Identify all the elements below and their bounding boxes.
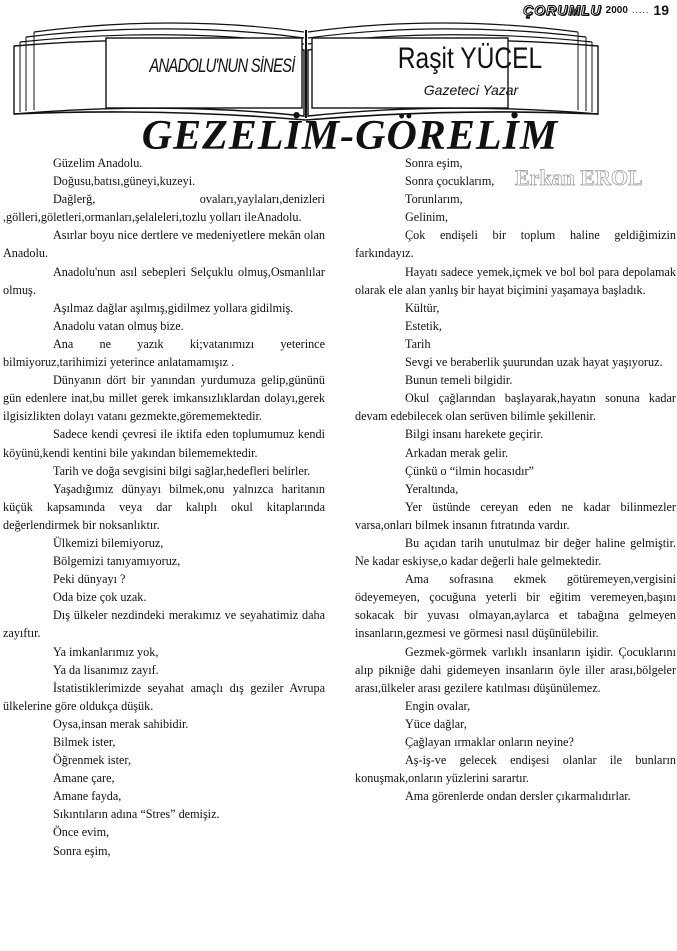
paragraph: Çok endişeli bir toplum haline geldiğimizin farkındayız.	[355, 228, 676, 261]
paragraph: Sıkıntıların adına “Stres” demişiz.	[53, 807, 220, 822]
paragraph: Kültür,	[405, 300, 440, 315]
paragraph: Ama sofrasına ekmek götüremeyen,vergisini ödeyemeyen, çocuğuna yeterli bir eğitim veremeyen,başını sokacak bir yuvası olmayan,aylarca et tabağına gelmeyen insanların,gezmesi ve görmesi nasıl düşünülebilir.	[355, 572, 676, 641]
paragraph: Anadolu'nun asıl sebepleri Selçuklu olmuş,Osmanlılar olmuş.	[3, 264, 325, 297]
paragraph: Ülkemizi bilemiyoruz,	[53, 535, 164, 550]
article-byline: Erkan EROL	[515, 165, 643, 190]
paragraph: Ya da lisanımız zayıf.	[53, 662, 159, 677]
article-headline: GEZELİM-GÖRELİM	[141, 113, 559, 159]
paragraph: Bölgemizi tanıyamıyoruz,	[53, 554, 181, 569]
paragraph: Doğusu,batısı,güneyi,kuzeyi.	[53, 174, 196, 189]
paragraph: Öğrenmek ister,	[53, 753, 132, 768]
paragraph: Gezmek-görmek varlıklı insanların işidir. Çocuklarını alıp pikniğe dahi gidemeyen insanların öyle iller arası,bölgeler arası,ülkeler arası gezilere katılması düşünülemez.	[355, 644, 676, 695]
paragraph: Ama görenlerde ondan dersler çıkarmalıdırlar.	[405, 789, 631, 804]
left-column	[3, 154, 325, 860]
paragraph: Tarih ve doğa sevgisini bilgi sağlar,hedefleri belirler.	[53, 463, 311, 478]
paragraph: Tarih	[405, 336, 431, 351]
paragraph: Oda bize çok uzak.	[53, 590, 147, 605]
paragraph: Oysa,insan merak sahibidir.	[53, 716, 189, 731]
section-title: ANADOLU'NUN SİNESİ	[149, 56, 295, 77]
paragraph: Dünyanın dört bir yanından yurdumuza gelip,gününü gün edenlere inat,bu millet gerek imkansızlıklardan dolayı,gerek ilgisizlikten dolayı vatanı gezmekte,görememektedir.	[3, 373, 325, 424]
paragraph: Güzelim Anadolu.	[53, 156, 143, 170]
paragraph: Yüce dağlar,	[405, 716, 467, 731]
paragraph: Yaşadığımız dünyayı bilmek,onu yalnızca haritanın küçük kapsamında veya dar kalıplı okul kitaplarında değerlendirmek bir noksanlıktır.	[3, 481, 325, 532]
paragraph: Peki dünyayı ?	[53, 572, 126, 587]
column-banner	[10, 16, 602, 122]
paragraph: Torunlarım,	[405, 192, 463, 207]
paragraph: Yeraltında,	[405, 481, 459, 496]
issue-dots: .....	[631, 5, 650, 15]
paragraph: Aş-iş-ve gelecek endişesi olanlar ile bunların konuşmak,onların yüzlerini sarartır.	[355, 753, 676, 786]
paragraph: Ya imkanlarımız yok,	[53, 644, 159, 659]
paragraph: Çünkü o “ilmin hocasıdır”	[405, 463, 534, 478]
author-role: Gazeteci Yazar	[423, 82, 519, 98]
page-number: 19	[653, 2, 669, 18]
paragraph: Sadece kendi çevresi ile iktifa eden toplumumuz kendi köyünü,kendi kentini bile yakından bilememektedir.	[3, 427, 325, 460]
paragraph: Gelinim,	[405, 210, 448, 225]
paragraph: Sonra eşim,	[53, 843, 111, 858]
paragraph: Arkadan merak gelir.	[405, 445, 509, 460]
paragraph: Amane fayda,	[53, 789, 122, 804]
paragraph: Okul çağlarından başlayarak,hayatın sonuna kadar devam edebilecek olan serüven bilimle şekillenir.	[355, 391, 676, 424]
right-column	[355, 154, 676, 805]
paragraph: Dış ülkeler nezdindeki merakımız ve seyahatimiz daha zayıftır.	[3, 608, 325, 641]
paragraph: Aşılmaz dağlar aşılmış,gidilmez yollara gidilmiş.	[53, 300, 294, 315]
paragraph: Engin ovalar,	[405, 698, 471, 713]
paragraph: Sonra çocuklarım,	[405, 174, 495, 189]
paragraph: Estetik,	[405, 318, 442, 333]
paragraph: Sonra eşim,	[405, 156, 463, 170]
paragraph: Çağlayan ırmaklar onların neyine?	[405, 735, 574, 749]
paragraph: Bilmek ister,	[53, 735, 116, 749]
paragraph: Bunun temeli bilgidir.	[405, 373, 513, 388]
paragraph: Bilgi insanı harekete geçirir.	[405, 427, 544, 442]
newspaper-name: ÇORUMLU	[523, 2, 602, 18]
author-name: Raşit YÜCEL	[397, 42, 543, 75]
paragraph: Sevgi ve beraberlik şuurundan uzak hayat yaşıyoruz.	[405, 355, 663, 370]
paragraph: Önce evim,	[53, 825, 110, 840]
paragraph: Yer üstünde cereyan eden ne kadar bilinmezler varsa,onları bilmek insanın fıtratında vardır.	[355, 499, 676, 532]
paragraph: Hayatı sadece yemek,içmek ve bol bol para depolamak olarak ele alan yanlış bir hayat biçimini yaşamaya başladık.	[355, 264, 676, 297]
issue-year: 2000	[605, 4, 628, 16]
paragraph: Bu açıdan tarih unutulmaz bir değer haline gelmiştir. Ne kadar eskiyse,o kadar değerli hale gelmektedir.	[355, 535, 676, 569]
paragraph: Anadolu vatan olmuş bize.	[53, 318, 184, 333]
paragraph: İstatistiklerimizde seyahat amaçlı dış geziler Avrupa ülkelerine göre oldukça düşük.	[3, 680, 325, 713]
paragraph: Asırlar boyu nice dertlere ve medeniyetlere mekân olan Anadolu.	[3, 228, 325, 261]
paragraph: Ana ne yazık ki;vatanımızı yeterince bilmiyoruz,tarihimizi yeterince anlatamamışız .	[3, 336, 325, 370]
paragraph: Dağlerğ, ovaları,yaylaları,denizleri ,gölleri,göletleri,ormanları,şelaleleri,tozlu yolları ileAnadolu.	[3, 192, 325, 225]
paragraph: Amane çare,	[53, 771, 115, 786]
